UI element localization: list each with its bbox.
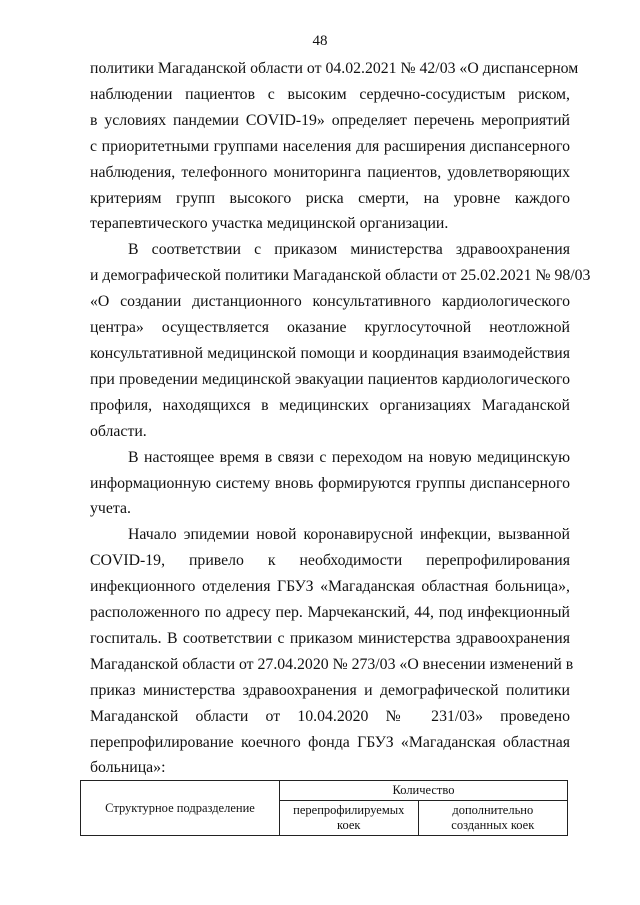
paragraph-4 — [90, 522, 574, 781]
text-line: консультативной медицинской помощи и координация взаимодействия — [90, 344, 570, 362]
text-line: критериям групп высокого риска смерти, на уровне каждого — [90, 189, 570, 207]
text-line: Начало эпидемии новой коронавирусной инфекции, вызванной — [128, 526, 570, 544]
paragraph-2 — [90, 237, 591, 444]
text-line: в условиях пандемии COVID-19» определяет перечень мероприятий — [90, 111, 570, 129]
text-line: В соответствии с приказом министерства здравоохранения — [128, 241, 570, 259]
text-line: приказ министерства здравоохранения и демографической политики — [90, 681, 570, 699]
text-line: при проведении медицинской эвакуации пациентов кардиологического — [90, 370, 570, 388]
text-line: госпиталь. В соответствии с приказом министерства здравоохранения — [90, 629, 570, 647]
text-line: профиля, находящихся в медицинских организациях Магаданской — [90, 396, 570, 414]
text-line: перепрофилирование коечного фонда ГБУЗ «Магаданская областная — [90, 733, 570, 751]
text-line: и демографической политики Магаданской области от 25.02.2021 № 98/03 — [90, 267, 591, 285]
text-line: центра» осуществляется оказание круглосуточной неотложной — [90, 319, 570, 337]
text-line: наблюдения, телефонного мониторинга пациентов, удовлетворяющих — [90, 163, 570, 181]
text-line: «О создании дистанционного консультативного кардиологического — [90, 293, 570, 311]
text-line: больница»: — [90, 759, 166, 777]
text-line: В настоящее время в связи с переходом на новую медицинскую — [128, 448, 570, 466]
paragraph-1 — [90, 56, 579, 237]
text-line: учета. — [90, 500, 131, 518]
text-line: Магаданской области от 10.04.2020 № 231/03» проведено — [90, 707, 570, 725]
header-repurposed-beds: перепрофилируемых коек — [280, 801, 419, 836]
table-header-row — [81, 781, 568, 801]
header-department: Структурное подразделение — [81, 781, 280, 836]
text-line: инфекционного отделения ГБУЗ «Магаданская областная больница», — [90, 578, 570, 596]
text-line: информационную систему вновь формируются группы диспансерного — [90, 474, 570, 492]
paragraph-3 — [90, 445, 570, 523]
header-quantity: Количество — [280, 781, 568, 801]
text-line: области. — [90, 422, 147, 440]
text-line: наблюдении пациентов с высоким сердечно-сосудистым риском, — [90, 85, 570, 103]
page-number: 48 — [312, 33, 328, 49]
header-additional-beds: дополнительно созданных коек — [418, 801, 567, 836]
text-line: политики Магаданской области от 04.02.2021 № 42/03 «О диспансерном — [90, 60, 579, 77]
text-line: COVID-19, привело к необходимости перепрофилирования — [90, 552, 570, 570]
text-line: терапевтического участка медицинской организации. — [90, 215, 449, 233]
text-line: с приоритетными группами населения для расширения диспансерного — [90, 137, 570, 155]
text-line: расположенного по адресу пер. Марчеканский, 44, под инфекционный — [90, 604, 570, 622]
text-line: Магаданской области от 27.04.2020 № 273/03 «О внесении изменений в — [90, 655, 574, 673]
document-body — [90, 56, 591, 781]
bed-fund-table — [80, 780, 568, 836]
